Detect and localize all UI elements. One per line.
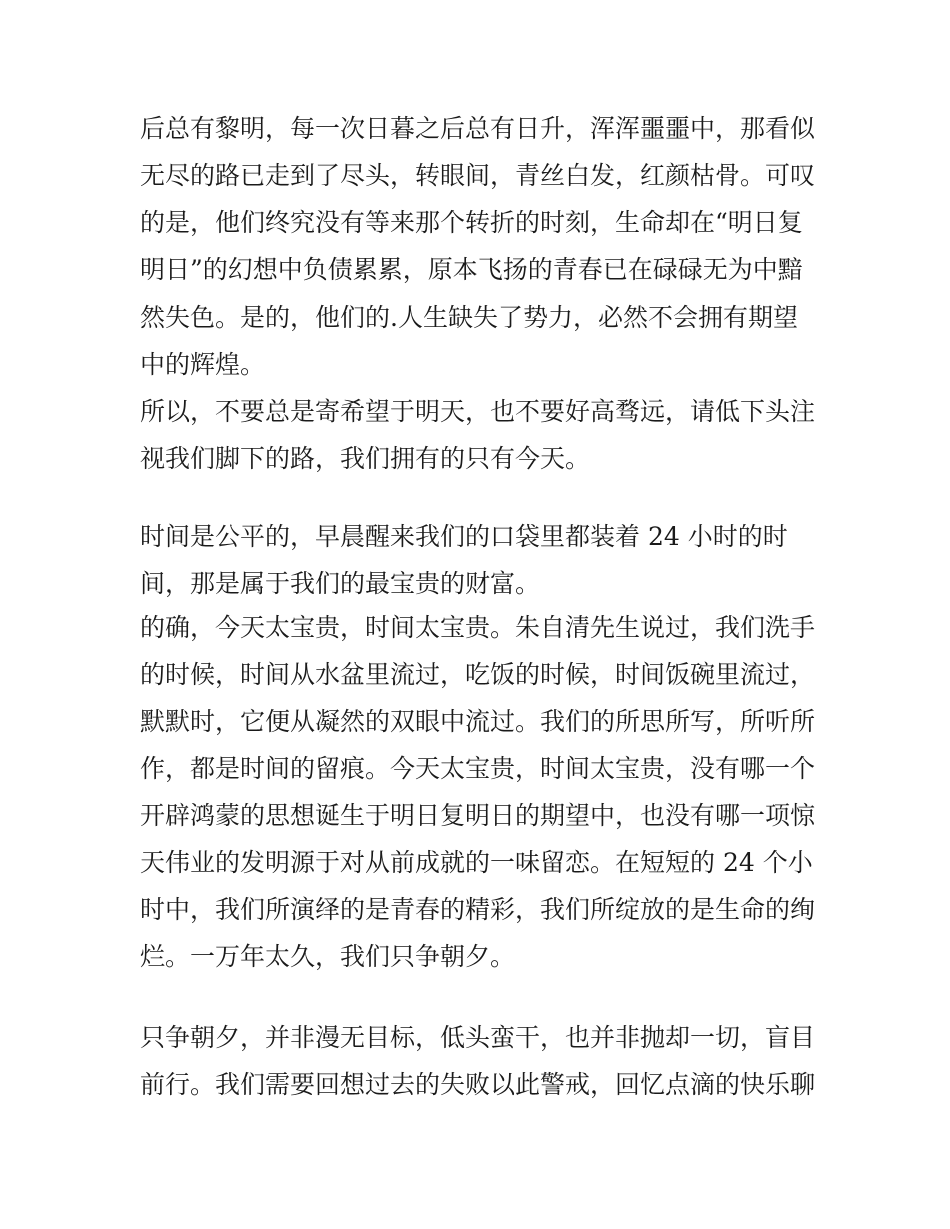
text-line: 只争朝夕，并非漫无目标，低头蛮干，也并非抛却一切，盲目 — [140, 1023, 816, 1052]
text-line: 天伟业的发明源于对从前成就的一味留恋。在短短的 24 个小 — [140, 848, 813, 877]
text-line: 开辟鸿蒙的思想诞生于明日复明日的期望中，也没有哪一项惊 — [140, 801, 816, 830]
text-line: 视我们脚下的路，我们拥有的只有今天。 — [140, 444, 591, 473]
text-line: 烂。一万年太久，我们只争朝夕。 — [140, 942, 516, 971]
text-line: 的时候，时间从水盆里流过，吃饭的时候，时间饭碗里流过， — [140, 660, 816, 689]
text-line: 无尽的路已走到了尽头，转眼间，青丝白发，红颜枯骨。可叹 — [140, 161, 816, 190]
text-line: 中的辉煌。 — [140, 350, 266, 379]
text-line: 的是，他们终究没有等来那个转折的时刻，生命却在“明日复 — [140, 208, 803, 237]
text-line: 时间是公平的，早晨醒来我们的口袋里都装着 24 小时的时 — [140, 522, 788, 551]
text-line: 然失色。是的，他们的.人生缺失了势力，必然不会拥有期望 — [140, 303, 798, 332]
text-line: 后总有黎明，每一次日暮之后总有日升，浑浑噩噩中，那看似 — [140, 114, 816, 143]
text-line: 作，都是时间的留痕。今天太宝贵，时间太宝贵，没有哪一个 — [140, 754, 816, 783]
text-line: 明日”的幻想中负债累累，原本飞扬的青春已在碌碌无为中黯 — [140, 255, 803, 284]
text-line: 的确，今天太宝贵，时间太宝贵。朱自清先生说过，我们洗手 — [140, 613, 816, 642]
text-line: 默默时，它便从凝然的双眼中流过。我们的所思所写，所听所 — [140, 707, 816, 736]
text-line: 所以，不要总是寄希望于明天，也不要好高骛远，请低下头注 — [140, 397, 816, 426]
text-line: 间，那是属于我们的最宝贵的财富。 — [140, 569, 541, 598]
text-line: 前行。我们需要回想过去的失败以此警戒，回忆点滴的快乐聊 — [140, 1070, 816, 1099]
text-line: 时中，我们所演绎的是青春的精彩，我们所绽放的是生命的绚 — [140, 895, 816, 924]
